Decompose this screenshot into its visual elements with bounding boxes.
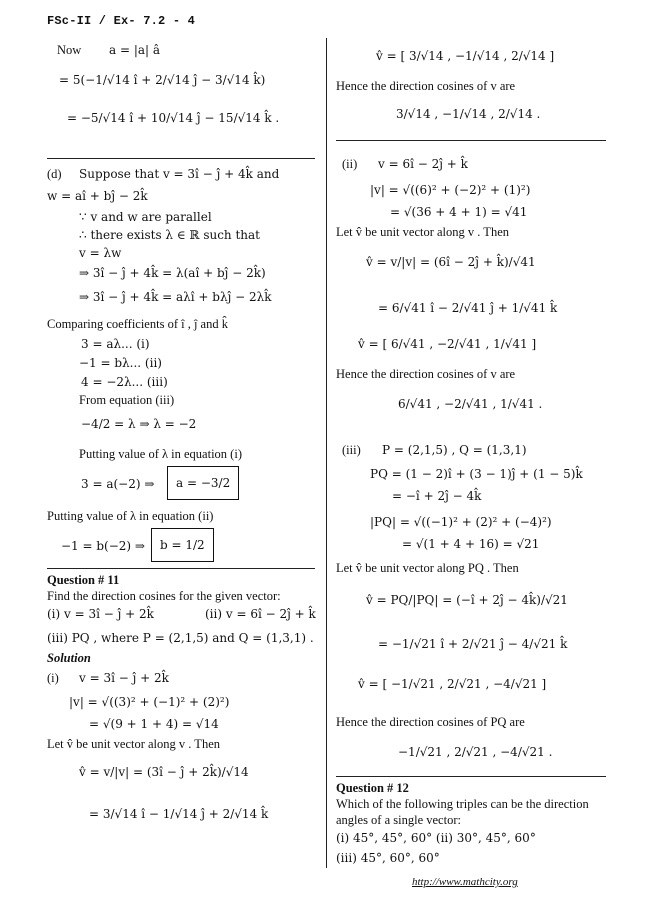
question-divider-right	[336, 776, 606, 777]
b-equation: −1 = b(−2) ⇒	[61, 539, 145, 553]
solution-magnitude-1: |v| = √((3)² + (−1)² + (2)²)	[69, 695, 230, 709]
part-iii-pq-simplified: = −î + 2ĵ − 4k̂	[392, 489, 482, 503]
equation-ii: −1 = bλ... (ii)	[79, 356, 162, 370]
equation-iii: 4 = −2λ... (iii)	[81, 375, 168, 389]
question-divider	[47, 568, 315, 569]
part-iii-points: P = (2,1,5) , Q = (1,3,1)	[382, 443, 527, 457]
part-iii-pq: PQ = (1 − 2)î + (3 − 1)ĵ + (1 − 5)k̂	[370, 467, 583, 481]
part-d-implies-2: ⇒ 3î − ĵ + 4k̂ = aλî + bλĵ − 2λk̂	[79, 290, 272, 304]
part-d-label: (d)	[47, 167, 62, 181]
question-12-options: (i) 45°, 45°, 60° (ii) 30°, 45°, 60°	[336, 831, 536, 845]
putting-value-text-2: Putting value of λ in equation (ii)	[47, 509, 214, 523]
solution-unit-vector-expanded: = 3/√14 î − 1/√14 ĵ + 2/√14 k̂	[89, 807, 269, 821]
part-ii-unit-vector-bracket: v̂ = [ 6/√41 , −2/√41 , 1/√41 ]	[358, 337, 537, 351]
solution-let-text: Let v̂ be unit vector along v . Then	[47, 737, 220, 751]
question-11-text: Find the direction cosines for the given vector:	[47, 589, 281, 603]
a-equation: 3 = a(−2) ⇒	[81, 477, 155, 491]
equation-i: 3 = aλ... (i)	[81, 337, 150, 351]
part-iii-magnitude-1: |PQ| = √((−1)² + (2)² + (−4)²)	[370, 515, 552, 529]
part-iii-let-text: Let v̂ be unit vector along PQ . Then	[336, 561, 519, 575]
solution-part-i-label: (i)	[47, 671, 59, 685]
a-result-box: a = −3/2	[167, 466, 239, 500]
direction-cosines-3: −1/√21 , 2/√21 , −4/√21 .	[398, 745, 553, 759]
hence-text-2: Hence the direction cosines of v are	[336, 367, 516, 381]
now-label: Now	[57, 43, 82, 57]
solution-magnitude-2: = √(9 + 1 + 4) = √14	[89, 717, 219, 731]
hence-text-3: Hence the direction cosines of PQ are	[336, 715, 525, 729]
part-ii-label: (ii)	[342, 157, 358, 171]
from-equation-text: From equation (iii)	[79, 393, 175, 407]
part-ii-unit-vector-expanded: = 6/√41 î − 2/√41 ĵ + 1/√41 k̂	[378, 301, 558, 315]
question-11-part-i: (i) v = 3î − ĵ + 2k̂	[47, 607, 154, 621]
part-iii-unit-vector-bracket: v̂ = [ −1/√21 , 2/√21 , −4/√21 ]	[358, 677, 547, 691]
b-result-box: b = 1/2	[151, 528, 214, 562]
direction-cosines-2: 6/√41 , −2/√41 , 1/√41 .	[398, 397, 543, 411]
question-12-title: Question # 12	[336, 781, 409, 795]
question-12-text-2: angles of a single vector:	[336, 813, 461, 827]
expansion-line-1: = 5(−1/√14 î + 2/√14 ĵ − 3/√14 k̂)	[59, 73, 266, 87]
part-d-parallel: ∵ v and w are parallel	[79, 210, 212, 224]
solution-unit-vector: v̂ = v/|v| = (3î − ĵ + 2k̂)/√14	[79, 765, 249, 779]
question-12-option-iii: (iii) 45°, 60°, 60°	[336, 851, 440, 865]
lambda-result: −4/2 = λ ⇒ λ = −2	[81, 417, 197, 431]
unit-vector-i: v̂ = [ 3/√14 , −1/√14 , 2/√14 ]	[376, 49, 555, 63]
putting-value-text-1: Putting value of λ in equation (i)	[79, 447, 242, 461]
part-iii-label: (iii)	[342, 443, 361, 457]
solution-v: v = 3î − ĵ + 2k̂	[79, 671, 169, 685]
question-12-text-1: Which of the following triples can be the direction	[336, 797, 589, 811]
direction-cosines-1: 3/√14 , −1/√14 , 2/√14 .	[396, 107, 541, 121]
part-ii-let-text: Let v̂ be unit vector along v . Then	[336, 225, 509, 239]
hence-text-1: Hence the direction cosines of v are	[336, 79, 516, 93]
part-ii-magnitude-2: = √(36 + 4 + 1) = √41	[390, 205, 528, 219]
comparing-text: Comparing coefficients of î , ĵ and k̂	[47, 317, 228, 331]
question-11-title: Question # 11	[47, 573, 120, 587]
section-divider-right	[336, 140, 606, 141]
footer-link[interactable]: http://www.mathcity.org	[412, 876, 518, 888]
part-ii-unit-vector: v̂ = v/|v| = (6î − 2ĵ + k̂)/√41	[366, 255, 536, 269]
section-divider	[47, 158, 315, 159]
part-iii-magnitude-2: = √(1 + 4 + 16) = √21	[402, 537, 540, 551]
question-11-part-ii: (ii) v = 6î − 2ĵ + k̂	[205, 607, 316, 621]
expansion-line-2: = −5/√14 î + 10/√14 ĵ − 15/√14 k̂ .	[67, 111, 280, 125]
question-11-part-iii: (iii) PQ , where P = (2,1,5) and Q = (1,3,1) .	[47, 631, 314, 645]
column-divider	[326, 38, 327, 868]
part-d-implies-1: ⇒ 3î − ĵ + 4k̂ = λ(aî + bĵ − 2k̂)	[79, 266, 266, 280]
part-ii-v: v = 6î − 2ĵ + k̂	[378, 157, 468, 171]
part-iii-unit-vector-expanded: = −1/√21 î + 2/√21 ĵ − 4/√21 k̂	[378, 637, 568, 651]
part-d-v-lambda-w: v = λw	[79, 246, 122, 260]
part-d-exists: ∴ there exists λ ∈ ℝ such that	[79, 228, 260, 242]
part-d-w: w = aî + bĵ − 2k̂	[47, 189, 148, 203]
now-equation: a = |a| â	[109, 43, 161, 57]
part-iii-unit-vector: v̂ = PQ/|PQ| = (−î + 2ĵ − 4k̂)/√21	[366, 593, 568, 607]
solution-heading: Solution	[47, 651, 91, 665]
part-d-suppose: Suppose that v = 3î − ĵ + 4k̂ and	[79, 167, 280, 181]
page-header: FSc-II / Ex- 7.2 - 4	[47, 14, 196, 28]
part-ii-magnitude-1: |v| = √((6)² + (−2)² + (1)²)	[370, 183, 531, 197]
